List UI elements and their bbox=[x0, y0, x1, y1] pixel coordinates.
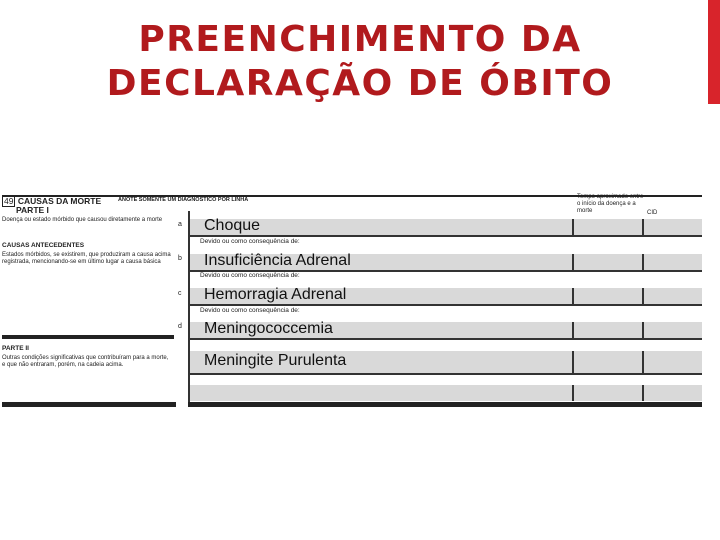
devido-label-b: Devido ou como consequência de: bbox=[200, 272, 300, 279]
tempo-divider bbox=[572, 385, 574, 401]
cause-value-b: Insuficiência Adrenal bbox=[204, 252, 351, 269]
title-line-1: PREENCHIMENTO DA bbox=[138, 19, 582, 60]
tempo-label: Tempo aproximado entre o início da doença e a morte bbox=[577, 194, 644, 214]
antecedentes-title: CAUSAS ANTECEDENTES bbox=[2, 242, 85, 249]
cause-field-a[interactable] bbox=[190, 219, 702, 237]
devido-label-c: Devido ou como consequência de: bbox=[200, 307, 300, 314]
cid-divider bbox=[642, 288, 644, 304]
cid-divider bbox=[642, 385, 644, 401]
line-letter-a: a bbox=[178, 221, 182, 228]
form-bottom-rule-right bbox=[188, 402, 702, 407]
line-letter-d: d bbox=[178, 323, 182, 330]
title-line-2: DECLARAÇÃO DE ÓBITO bbox=[106, 63, 614, 104]
tempo-divider bbox=[572, 219, 574, 235]
tempo-divider bbox=[572, 288, 574, 304]
tempo-divider bbox=[572, 254, 574, 270]
section-number: 49 bbox=[4, 196, 14, 206]
devido-label-a: Devido ou como consequência de: bbox=[200, 238, 300, 245]
cid-divider bbox=[642, 351, 644, 373]
cause-value-a: Choque bbox=[204, 217, 261, 234]
cause-value-c: Hemorragia Adrenal bbox=[204, 286, 347, 303]
parte-1-description: Doença ou estado mórbido que causou diretamente a morte bbox=[2, 217, 163, 223]
parte-2-value-1: Meningite Purulenta bbox=[204, 352, 347, 369]
cid-label: CID bbox=[647, 210, 658, 216]
cause-field-d[interactable] bbox=[190, 322, 702, 340]
accent-bar bbox=[708, 0, 720, 104]
cause-value-d: Meningococcemia bbox=[204, 320, 333, 337]
parte-2-description: Outras condições significativas que contribuíram para a morte, e que não entraram, porém, na cadeia acima. bbox=[2, 355, 169, 368]
parte-2-field-2[interactable] bbox=[190, 385, 702, 401]
form-bottom-rule-left bbox=[2, 402, 176, 407]
cause-field-c[interactable] bbox=[190, 288, 702, 306]
parte-2-field-1[interactable] bbox=[190, 351, 702, 375]
line-letter-b: b bbox=[178, 255, 182, 262]
cid-divider bbox=[642, 219, 644, 235]
form-left-divider bbox=[188, 211, 190, 407]
cid-divider bbox=[642, 254, 644, 270]
antecedentes-description: Estados mórbidos, se existirem, que produziram a causa acima registrada, mencionando-se em último lugar a causa básica bbox=[2, 252, 171, 265]
slide-title bbox=[60, 18, 660, 106]
parte-2-rule bbox=[2, 335, 174, 339]
parte-1-label: PARTE I bbox=[16, 205, 49, 215]
section-title: CAUSAS DA MORTE bbox=[17, 196, 102, 206]
tempo-divider bbox=[572, 322, 574, 338]
death-certificate-form bbox=[0, 191, 704, 411]
tempo-divider bbox=[572, 351, 574, 373]
cause-field-b[interactable] bbox=[190, 254, 702, 272]
line-letter-c: c bbox=[178, 290, 182, 297]
parte-2-label: PARTE II bbox=[2, 345, 29, 352]
header-note: ANOTE SOMENTE UM DIAGNÓSTICO POR LINHA bbox=[118, 197, 249, 203]
cid-divider bbox=[642, 322, 644, 338]
